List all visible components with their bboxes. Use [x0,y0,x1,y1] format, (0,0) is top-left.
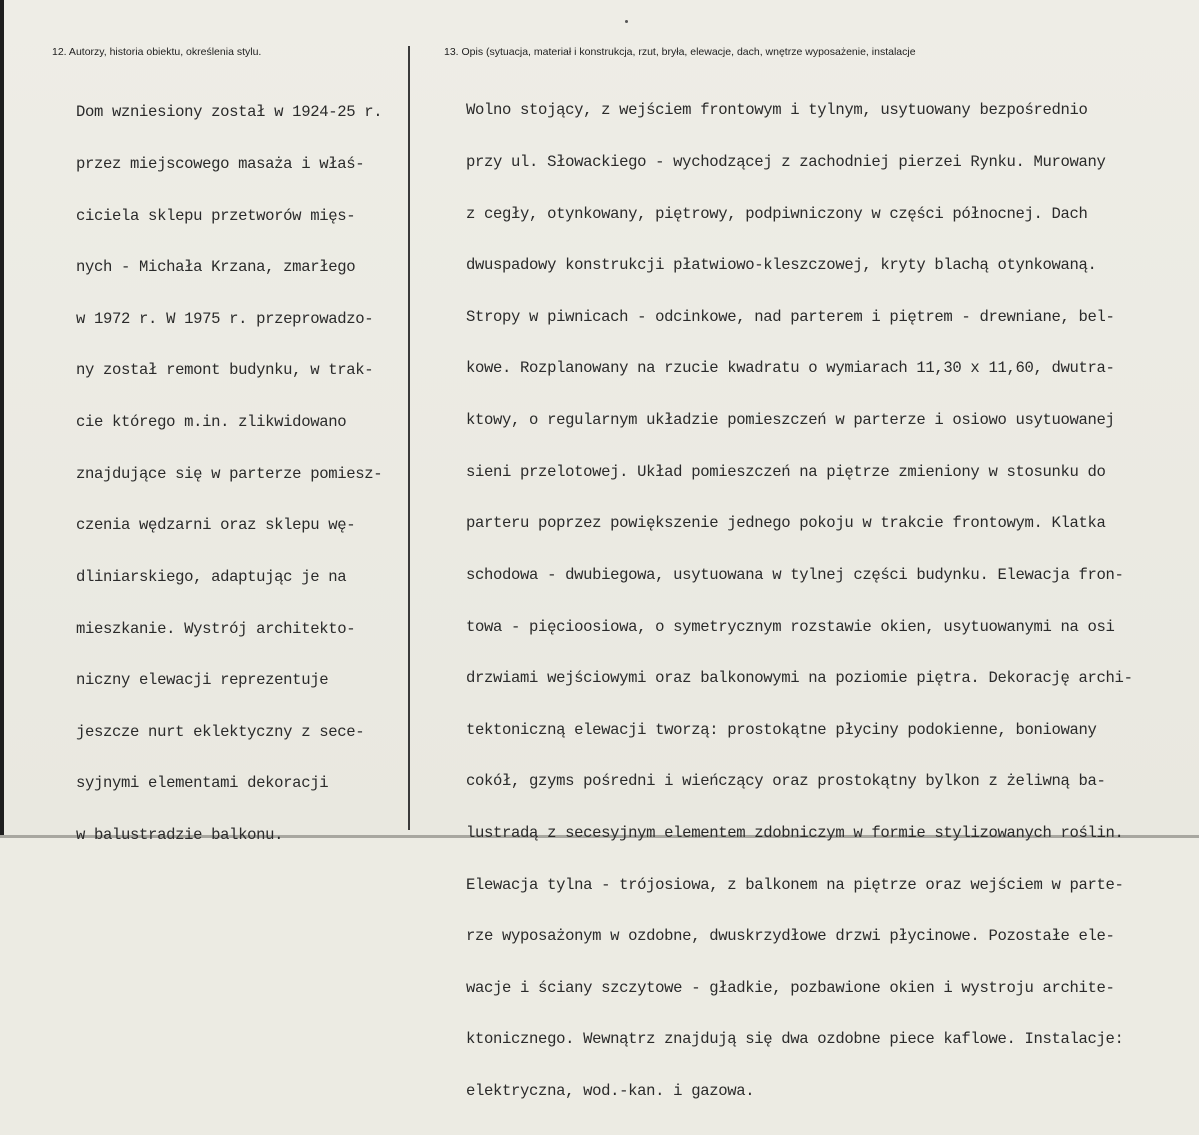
text-line: drzwiami wejściowymi oraz balkonowymi na poziomie piętra. Dekorację archi- [466,669,1133,688]
text-line: w balustradzie balkonu. [76,825,284,844]
text-line: rze wyposażonym w ozdobne, dwuskrzydłowe drzwi płycinowe. Pozostałe ele- [466,927,1115,946]
text-line: niczny elewacji reprezentuje [76,671,329,690]
text-line: nych - Michała Krzana, zmarłego [76,258,356,277]
text-line: ktonicznego. Wewnątrz znajdują się dwa ozdobne piece kaflowe. Instalacje: [466,1030,1124,1049]
text-line: ciciela sklepu przetworów mięs- [76,206,356,225]
text-line: przy ul. Słowackiego - wychodzącej z zachodniej pierzei Rynku. Murowany [466,153,1106,172]
page-left-edge [0,0,4,838]
text-line: schodowa - dwubiegowa, usytuowana w tylnej części budynku. Elewacja fron- [466,565,1124,584]
text-line: towa - pięcioosiowa, o symetrycznym rozstawie okien, usytuowanymi na osi [466,617,1115,636]
text-line: Dom wzniesiony został w 1924-25 r. [76,103,383,122]
section-12-text [76,70,382,879]
text-line: Stropy w piwnicach - odcinkowe, nad parterem i piętrem - drewniane, bel- [466,307,1115,326]
text-line: w 1972 r. W 1975 r. przeprowadzo- [76,309,374,328]
text-line: parteru poprzez powiększenie jednego pokoju w trakcie frontowym. Klatka [466,514,1106,533]
text-line: kowe. Rozplanowany na rzucie kwadratu o wymiarach 11,30 x 11,60, dwutra- [466,359,1115,378]
text-line: z cegły, otynkowany, piętrowy, podpiwniczony w części północnej. Dach [466,204,1088,223]
paper-mark [625,20,628,23]
column-divider [408,46,410,830]
text-line: ny został remont budynku, w trak- [76,361,374,380]
text-line: jeszcze nurt eklektyczny z sece- [76,722,365,741]
section-13-heading: 13. Opis (sytuacja, materiał i konstrukcja, rzut, bryła, elewacje, dach, wnętrze wyposażenie, instalacje [444,46,916,58]
text-line: wacje i ściany szczytowe - gładkie, pozbawione okien i wystroju archite- [466,978,1115,997]
text-line: lustradą z secesyjnym elementem zdobniczym w formie stylizowanych roślin. [466,823,1124,842]
text-line: przez miejscowego masaża i właś- [76,155,365,174]
text-line: znajdujące się w parterze pomiesz- [76,464,383,483]
text-line: czenia wędzarni oraz sklepu wę- [76,516,356,535]
text-line: sieni przelotowej. Układ pomieszczeń na piętrze zmieniony w stosunku do [466,462,1106,481]
text-line: Wolno stojący, z wejściem frontowym i tylnym, usytuowany bezpośrednio [466,101,1088,120]
text-line: ktowy, o regularnym układzie pomieszczeń w parterze i osiowo usytuowanej [466,411,1115,430]
text-line: elektryczna, wod.-kan. i gazowa. [466,1081,755,1100]
section-12-heading: 12. Autorzy, historia obiektu, określenia stylu. [52,46,262,58]
text-line: Elewacja tylna - trójosiowa, z balkonem na piętrze oraz wejściem w parte- [466,875,1124,894]
text-line: cie którego m.in. zlikwidowano [76,413,347,432]
text-line: syjnymi elementami dekoracji [76,774,329,793]
text-line: dwuspadowy konstrukcji płatwiowo-kleszczowej, kryty blachą otynkowaną. [466,256,1097,275]
text-line: tektoniczną elewacji tworzą: prostokątne płyciny podokienne, boniowany [466,720,1097,739]
text-line: cokół, gzyms pośredni i wieńczący oraz prostokątny bylkon z żeliwną ba- [466,772,1106,791]
section-13-text [466,68,1133,1135]
text-line: mieszkanie. Wystrój architekto- [76,619,356,638]
text-line: dliniarskiego, adaptując je na [76,567,347,586]
